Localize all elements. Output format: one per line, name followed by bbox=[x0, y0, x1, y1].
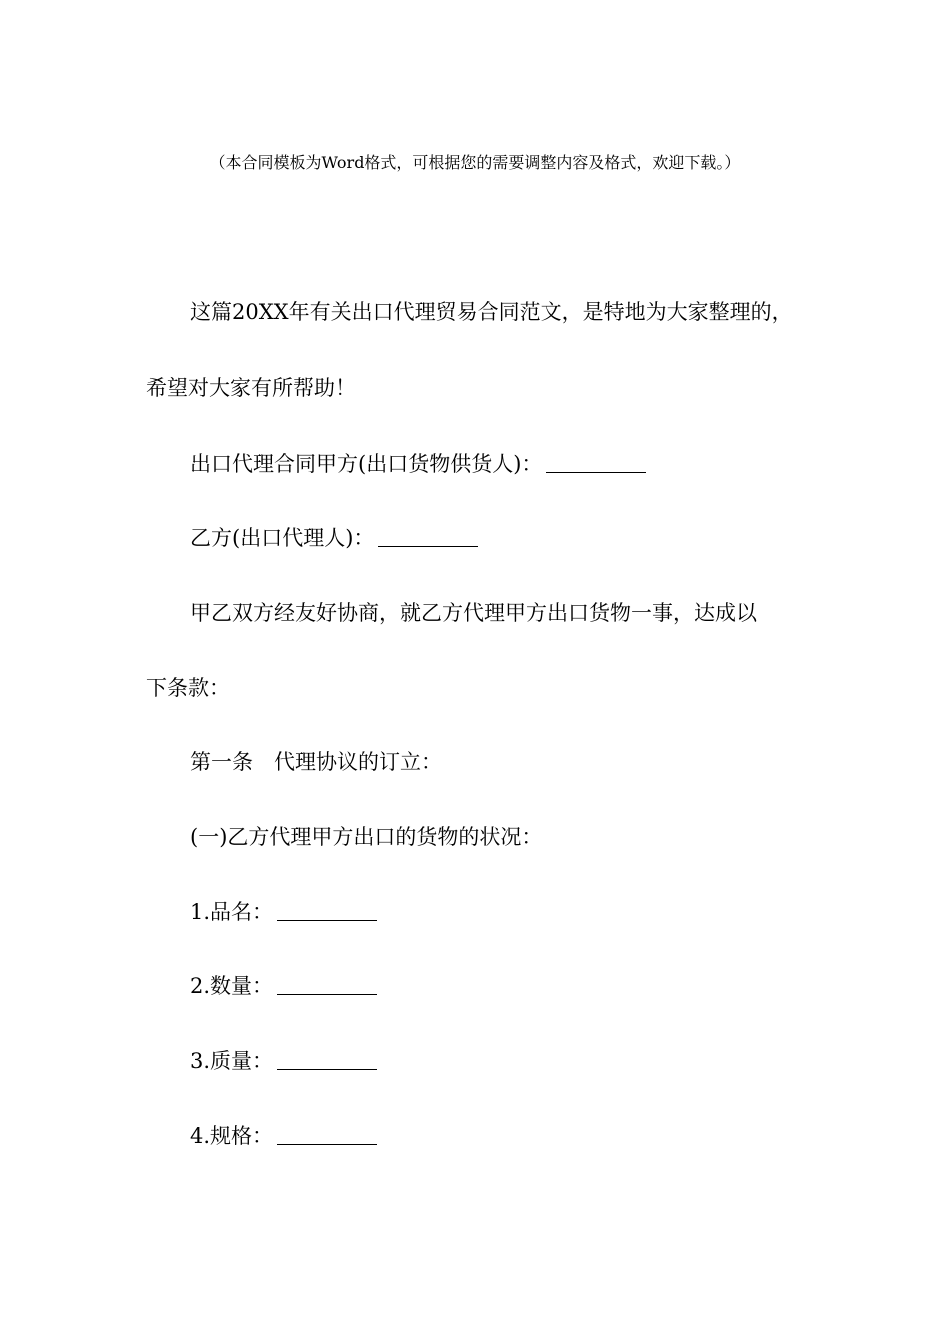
party-b-blank bbox=[378, 526, 478, 547]
intro-paragraph-line-1: 这篇20XX年有关出口代理贸易合同范文，是特地为大家整理的， bbox=[190, 300, 793, 324]
item-blank bbox=[277, 1124, 377, 1145]
article-1-title: 第一条 代理协议的订立： bbox=[190, 750, 442, 774]
item-label: 4.规格： bbox=[190, 1124, 274, 1148]
item-label: 1.品名： bbox=[190, 900, 274, 924]
item-blank bbox=[277, 1049, 377, 1070]
item-blank bbox=[277, 900, 377, 921]
item-line bbox=[190, 897, 377, 927]
intro-paragraph-line-2: 希望对大家有所帮助！ bbox=[146, 376, 356, 400]
party-b-label: 乙方(出口代理人)： bbox=[190, 526, 375, 550]
party-a-label: 出口代理合同甲方(出口货物供货人)： bbox=[190, 452, 543, 476]
section-1-title: (一)乙方代理甲方出口的货物的状况： bbox=[190, 825, 543, 849]
item-line bbox=[190, 1046, 377, 1076]
item-line bbox=[190, 971, 377, 1001]
party-a-blank bbox=[546, 452, 646, 473]
template-note: （本合同模板为Word格式，可根据您的需要调整内容及格式，欢迎下载。） bbox=[209, 153, 741, 172]
party-b-line bbox=[190, 523, 478, 553]
agreement-paragraph-line-2: 下条款： bbox=[146, 676, 230, 700]
agreement-paragraph-line-1: 甲乙双方经友好协商，就乙方代理甲方出口货物一事，达成以 bbox=[190, 601, 757, 625]
item-label: 3.质量： bbox=[190, 1049, 274, 1073]
item-label: 2.数量： bbox=[190, 974, 274, 998]
item-line bbox=[190, 1121, 377, 1151]
item-blank bbox=[277, 974, 377, 995]
party-a-line bbox=[190, 449, 646, 479]
